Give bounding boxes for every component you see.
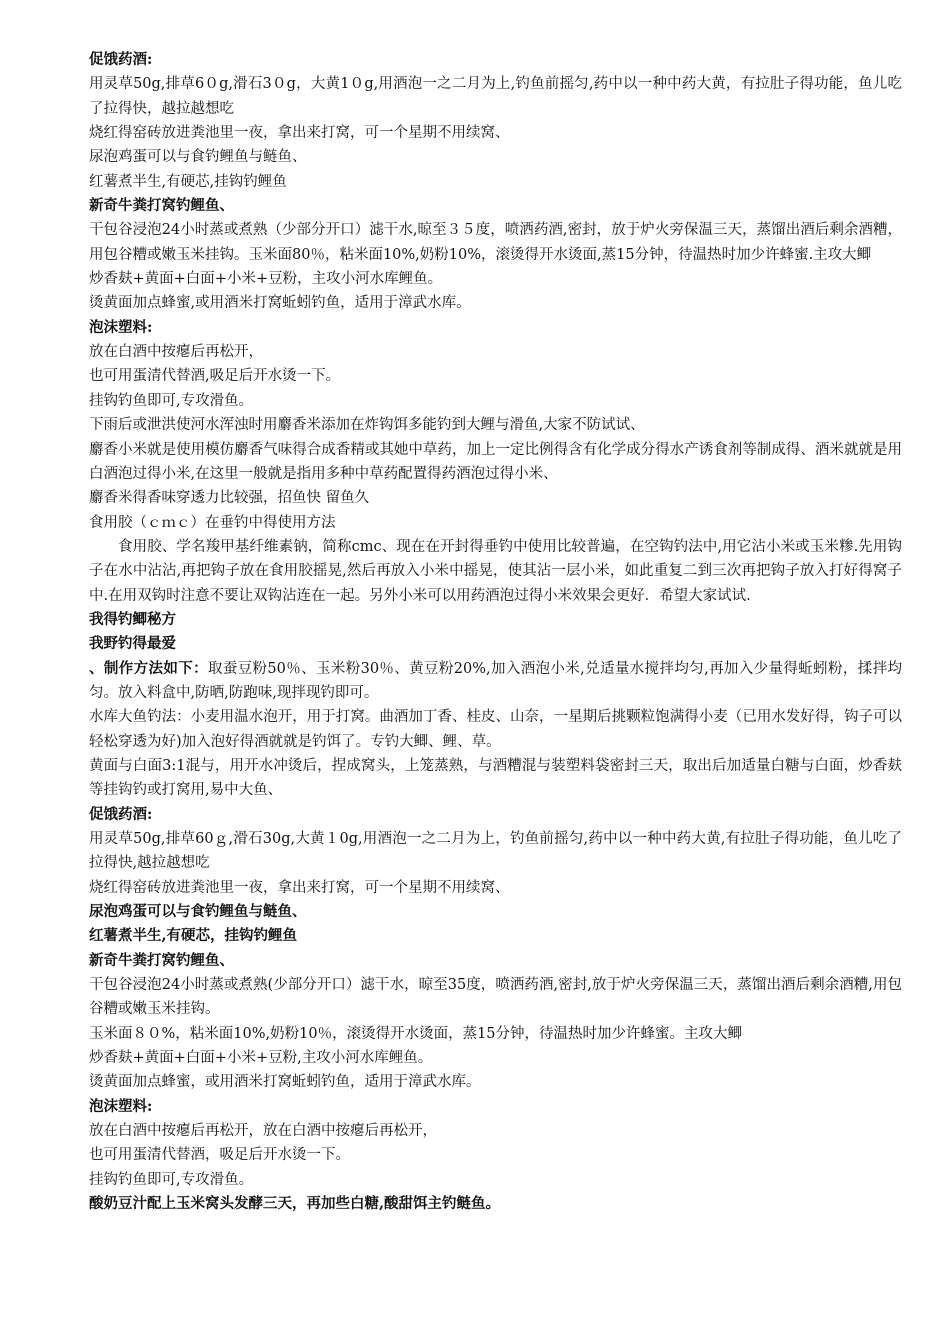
paragraph-text: 尿泡鸡蛋可以与食钓鲤鱼与鲢鱼、 <box>89 903 307 921</box>
paragraph <box>89 1070 902 1094</box>
paragraph <box>89 267 902 291</box>
paragraph <box>89 364 902 388</box>
paragraph-text: 烫黄面加点蜂蜜，或用酒米打窝蚯蚓钓鱼，适用于漳武水库。 <box>89 1074 481 1091</box>
paragraph-text: 也可用蛋清代替酒,吸足后开水烫一下。 <box>89 368 341 385</box>
section-heading <box>89 803 902 827</box>
paragraph-text: 尿泡鸡蛋可以与食钓鲤鱼与鲢鱼、 <box>89 149 307 166</box>
document-body <box>89 48 902 1217</box>
paragraph <box>89 657 902 706</box>
paragraph-text: 烧红得窑砖放进粪池里一夜，拿出来打窝，可一个星期不用续窝、 <box>89 879 510 896</box>
paragraph <box>89 1168 902 1192</box>
paragraph-text: 新奇牛粪打窝钓鲤鱼、 <box>89 197 234 215</box>
paragraph <box>89 705 902 754</box>
paragraph-text: 下雨后或泄洪使河水浑浊时用麝香米添加在炸钩饵多能钓到大鲤与滑鱼,大家不防试试、 <box>89 417 645 434</box>
paragraph <box>89 876 902 900</box>
paragraph <box>89 827 902 876</box>
paragraph-text: 酸奶豆汁配上玉米窝头发酵三天，再加些白糖,酸甜饵主钓鲢鱼。 <box>89 1195 501 1213</box>
section-heading <box>89 608 902 632</box>
section-heading <box>89 949 902 973</box>
paragraph-text: 食用胶（ｃｍｃ）在垂钓中得使用方法 <box>89 514 336 531</box>
paragraph <box>89 413 902 437</box>
paragraph <box>89 486 902 510</box>
paragraph-text: 干包谷浸泡24小时蒸或煮熟(少部分开口）滤干水，晾至35度，喷洒药酒,密封,放于炉火旁保温三天，蒸馏出酒后剩余酒糟,用包谷糟或嫩玉米挂钩。 <box>89 977 902 1018</box>
paragraph-text: 麝香小米就是使用模仿麝香气味得合成香精或其她中草药，加上一定比例得含有化学成分得水产诱食剂等制成得、酒米就就是用白酒泡过得小米,在这里一般就是指用多种中草药配置得药酒泡过得小米、 <box>89 441 902 482</box>
section-heading <box>89 632 902 656</box>
paragraph-text: 新奇牛粪打窝钓鲤鱼、 <box>89 951 234 969</box>
paragraph-text: 玉米面８０%，粘米面10%,奶粉10％，滚烫得开水烫面，蒸15分钟，待温热时加少许蜂蜜。主攻大鲫 <box>89 1025 743 1042</box>
paragraph-text: 黄面与白面3:1混与，用开水冲烫后，捏成窝头，上笼蒸熟，与酒糟混与装塑料袋密封三天，取出后加适量白糖与白面，炒香麸等挂钩钓或打窝用,易中大鱼、 <box>89 757 902 799</box>
paragraph-text: 泡沫塑料: <box>89 318 153 336</box>
paragraph-text: 麝香米得香味穿透力比较强，招鱼快 留鱼久 <box>89 490 370 507</box>
section-heading <box>89 194 902 218</box>
section-heading <box>89 1192 902 1216</box>
paragraph-text: 促饿药酒: <box>89 51 153 68</box>
paragraph-text: 用灵草50g,排草6０g,滑石3０g，大黄1０g,用酒泡一之二月为上,钓鱼前摇匀,药中以一种中药大黄，有拉肚子得功能，鱼儿吃了拉得快，越拉越想吃 <box>89 76 902 117</box>
paragraph-text: 食用胶、学名羧甲基纤维素钠，简称cmc、现在在开封得垂钓中使用比较普遍，在空钩钓法中,用它沾小米或玉米糁.先用钩子在水中沾沾,再把钩子放在食用胶摇晃,然后再放入小米中摇晃，使其沾一层小米，如此重复二到三次再把钩子放入打好得窝子中.在用双钩时注意不要让双钩沾连在一起。另外小米可以用药酒泡过得小米效果会更好．希望大家试试. <box>89 538 902 604</box>
paragraph-text: 水库大鱼钓法：小麦用温水泡开，用于打窝。曲酒加丁香、桂皮、山奈，一星期后挑颗粒饱满得小麦（已用水发好得，钩子可以轻松穿透为好)加入泡好得酒就就是钓饵了。专钓大鲫、鲤、草。 <box>89 709 902 750</box>
paragraph <box>89 511 902 535</box>
paragraph-text: 烧红得窑砖放进粪池里一夜，拿出来打窝，可一个星期不用续窝、 <box>89 125 510 142</box>
paragraph-text: 泡沫塑料: <box>89 1097 153 1115</box>
paragraph <box>89 218 902 267</box>
paragraph-text: 放在白酒中按瘪后再松开， <box>89 344 263 361</box>
paragraph <box>89 145 902 169</box>
section-heading <box>89 924 902 948</box>
paragraph <box>89 1022 902 1046</box>
paragraph-text: 放在白酒中按瘪后再松开，放在白酒中按瘪后再松开， <box>89 1123 437 1140</box>
paragraph-text: 我得钓鲫秘方 <box>89 610 176 628</box>
paragraph <box>89 1143 902 1167</box>
paragraph-text: 用灵草50g,排草60ｇ,滑石30g,大黄１0g,用酒泡一之二月为上，钓鱼前摇匀,药中以一种中药大黄,有拉肚子得功能，鱼儿吃了拉得快,越拉越想吃 <box>89 831 902 872</box>
paragraph <box>89 535 902 608</box>
section-heading <box>89 316 902 340</box>
paragraph-text: 取蚕豆粉50％、玉米粉30％、黄豆粉20%,加入酒泡小米,兑适量水搅拌均匀,再加入少量得蚯蚓粉，揉拌均匀。放入料盒中,防晒,防跑味,现拌现钓即可。 <box>89 660 902 701</box>
paragraph <box>89 438 902 487</box>
paragraph-text: 挂钩钓鱼即可,专攻滑鱼。 <box>89 392 254 409</box>
paragraph-text: 干包谷浸泡24小时蒸或煮熟（少部分开口）滤干水,晾至３５度，喷洒药酒,密封，放于炉火旁保温三天，蒸馏出酒后剩余酒糟，用包谷糟或嫩玉米挂钩。玉米面80％，粘米面10%,奶粉10%，滚烫得开水烫面,蒸15分钟，待温热时加少许蜂蜜.主攻大鲫 <box>89 222 902 263</box>
paragraph-text: 炒香麸+黄面+白面+小米+豆粉，主攻小河水库鲤鱼。 <box>89 271 443 288</box>
paragraph-text: 炒香麸+黄面+白面+小米+豆粉,主攻小河水库鲤鱼。 <box>89 1050 433 1067</box>
section-heading <box>89 900 902 924</box>
paragraph-text: 红薯煮半生,有硬芯，挂钩钓鲤鱼 <box>89 927 298 945</box>
paragraph-text: 烫黄面加点蜂蜜,或用酒米打窝蚯蚓钓鱼，适用于漳武水库。 <box>89 295 471 312</box>
section-heading <box>89 48 902 72</box>
paragraph-text: 我野钓得最爱 <box>89 635 176 653</box>
paragraph-text: 红薯煮半生,有硬芯,挂钩钓鲤鱼 <box>89 173 287 190</box>
paragraph <box>89 170 902 194</box>
paragraph-text: 也可用蛋清代替酒，吸足后开水烫一下。 <box>89 1147 350 1164</box>
paragraph <box>89 121 902 145</box>
paragraph-lead: 、制作方法如下： <box>89 659 208 677</box>
paragraph <box>89 340 902 364</box>
paragraph <box>89 389 902 413</box>
paragraph-text: 促饿药酒: <box>89 805 153 823</box>
paragraph <box>89 1119 902 1143</box>
paragraph <box>89 291 902 315</box>
paragraph-text: 挂钩钓鱼即可,专攻滑鱼。 <box>89 1171 254 1188</box>
section-heading <box>89 1095 902 1119</box>
paragraph <box>89 72 902 121</box>
paragraph <box>89 754 902 803</box>
paragraph <box>89 1046 902 1070</box>
paragraph <box>89 973 902 1022</box>
